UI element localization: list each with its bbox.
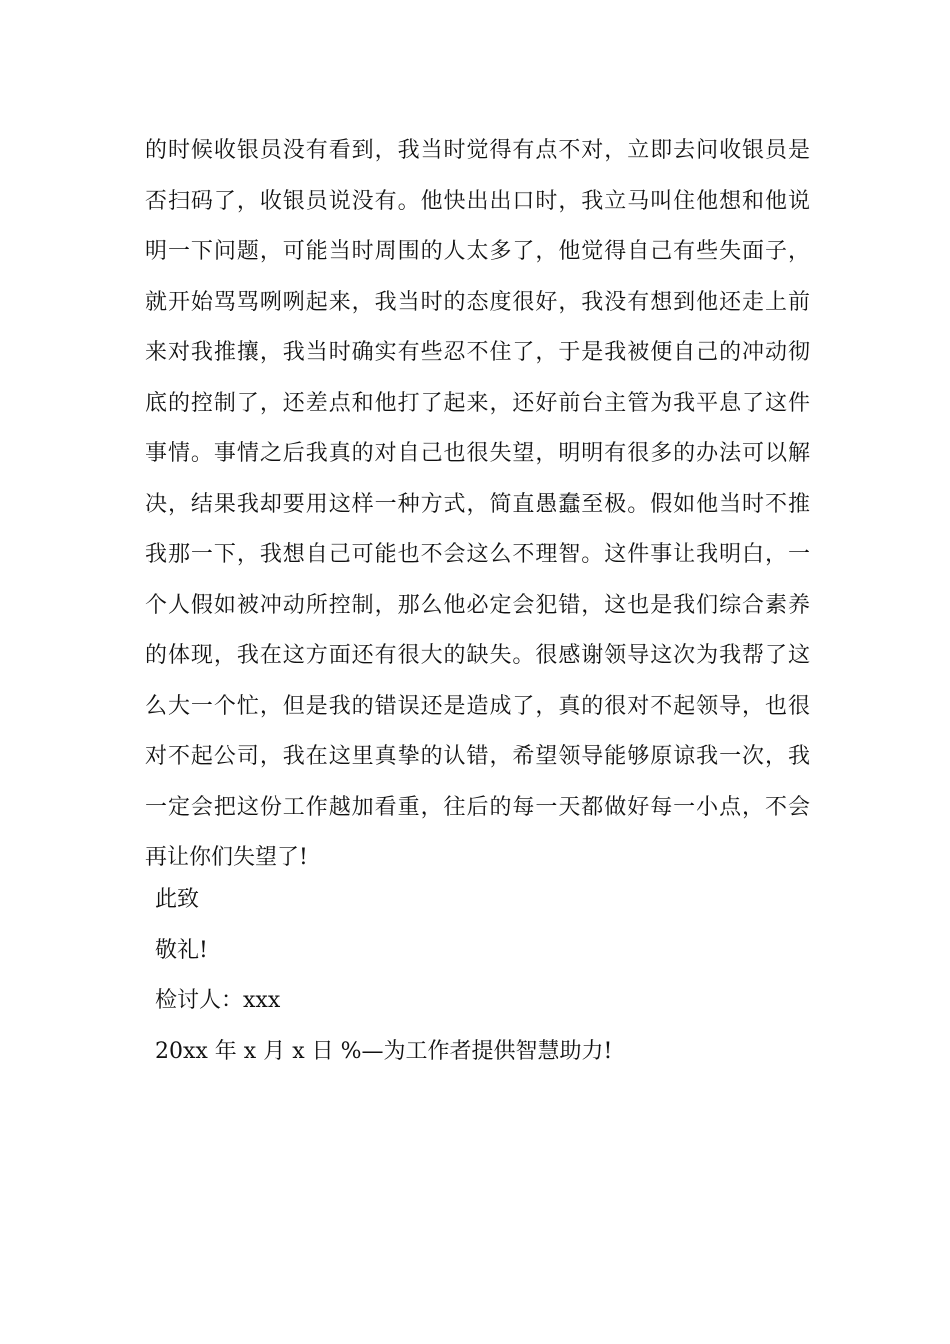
body-line-10: 个人假如被冲动所控制，那么他必定会犯错，这也是我们综合素养 bbox=[145, 592, 810, 618]
body-line-14: 一定会把这份工作越加看重，往后的每一天都做好每一小点，不会 bbox=[145, 794, 810, 820]
body-line-8: 决，结果我却要用这样一种方式，简直愚蠢至极。假如他当时不推 bbox=[145, 491, 810, 517]
body-line-3: 明一下问题，可能当时周围的人太多了，他觉得自己有些失面子， bbox=[145, 239, 810, 264]
body-line-1: 的时候收银员没有看到，我当时觉得有点不对，立即去问收银员是 bbox=[145, 138, 810, 163]
letter-body bbox=[145, 126, 810, 884]
regards: 敬礼! bbox=[155, 937, 208, 963]
body-line-9: 我那一下，我想自己可能也不会这么不理智。这件事让我明白，一 bbox=[145, 542, 810, 567]
salutation: 此致 bbox=[155, 887, 200, 912]
body-line-11: 的体现，我在这方面还有很大的缺失。很感谢领导这次为我帮了这 bbox=[145, 643, 810, 668]
body-line-15: 再让你们失望了! bbox=[145, 845, 308, 870]
body-line-4: 就开始骂骂咧咧起来，我当时的态度很好，我没有想到他还走上前 bbox=[145, 289, 810, 315]
body-line-7: 事情。事情之后我真的对自己也很失望，明明有很多的办法可以解 bbox=[145, 441, 810, 466]
letter-closing bbox=[155, 875, 612, 1077]
body-line-12: 么大一个忙，但是我的错误还是造成了，真的很对不起领导，也很 bbox=[145, 693, 810, 719]
body-line-2: 否扫码了，收银员说没有。他快出出口时，我立马叫住他想和他说 bbox=[145, 188, 810, 214]
body-line-13: 对不起公司，我在这里真挚的认错，希望领导能够原谅我一次，我 bbox=[145, 744, 810, 769]
body-line-5: 来对我推攘，我当时确实有些忍不住了，于是我被便自己的冲动彻 bbox=[145, 340, 810, 365]
date-line: 20xx 年 x 月 x 日 %—为工作者提供智慧助力! bbox=[155, 1038, 613, 1064]
signer: 检讨人：xxx bbox=[155, 988, 281, 1013]
body-line-6: 底的控制了，还差点和他打了起来，还好前台主管为我平息了这件 bbox=[145, 390, 810, 416]
